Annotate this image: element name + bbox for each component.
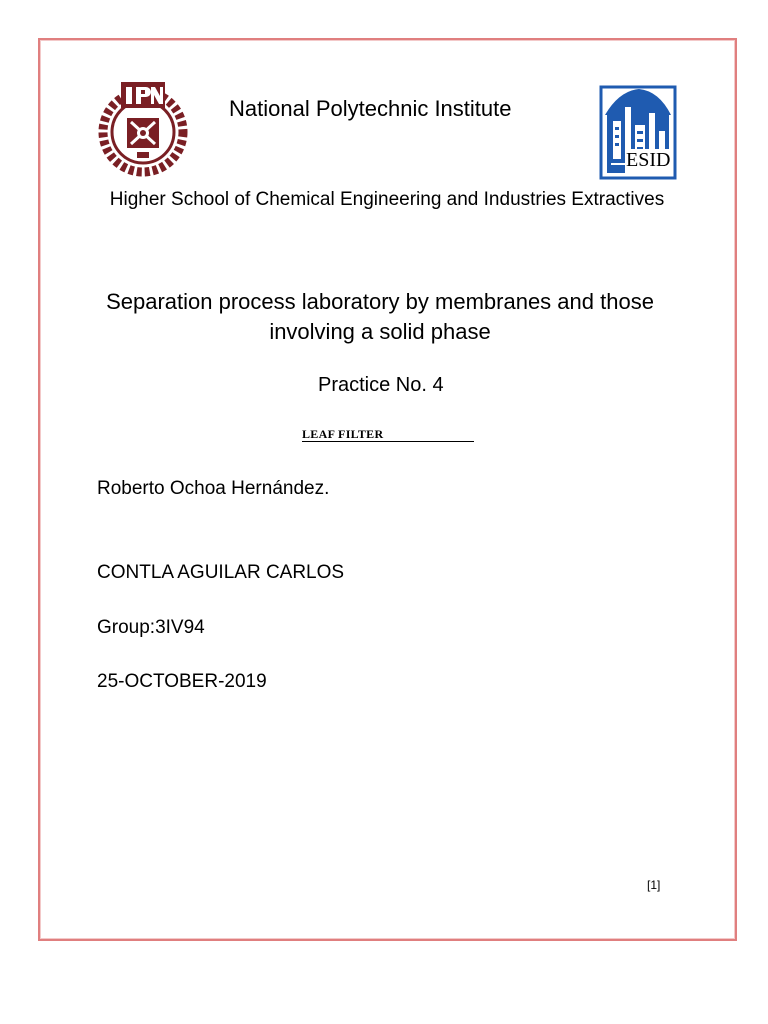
- practice-number: Practice No. 4: [318, 374, 444, 396]
- report-date: 25-OCTOBER-2019: [97, 671, 267, 692]
- practice-subject: LEAF FILTER: [302, 427, 474, 442]
- institute-title: National Polytechnic Institute: [229, 96, 512, 121]
- student-name: CONTLA AGUILAR CARLOS: [97, 562, 345, 583]
- lab-title: Separation process laboratory by membranes and those involving a solid phase: [106, 289, 654, 344]
- teacher-name: Roberto Ochoa Hernández.: [97, 478, 330, 499]
- footnote-reference: [1]: [647, 878, 661, 892]
- ipn-seal-icon: [97, 78, 189, 178]
- esid-label: ESID: [626, 149, 671, 171]
- group-label: Group:3IV94: [97, 617, 205, 638]
- school-name: Higher School of Chemical Engineering and Industries Extractives: [109, 189, 665, 210]
